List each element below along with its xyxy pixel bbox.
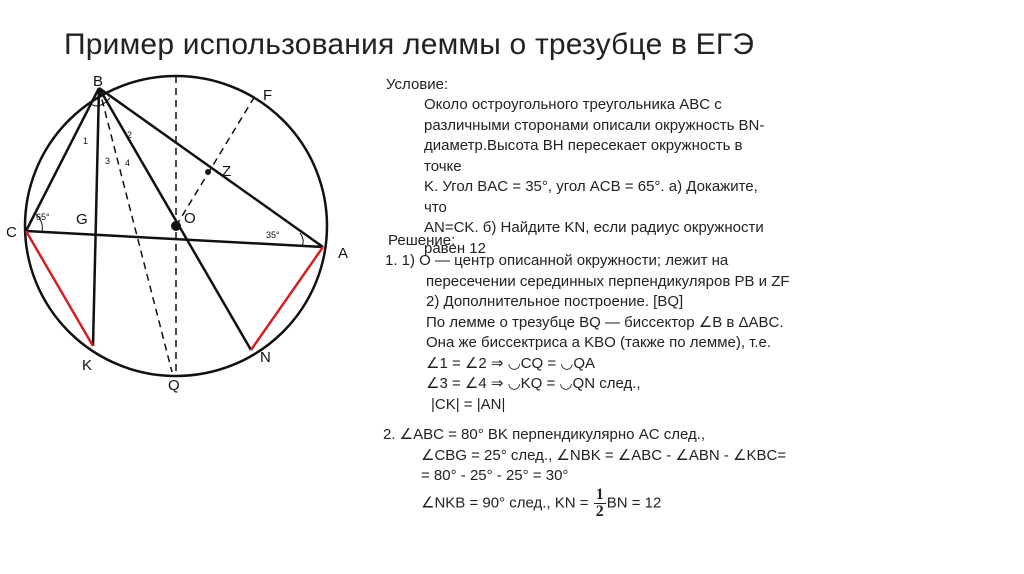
label-O: O bbox=[184, 210, 196, 227]
side-BC bbox=[26, 88, 99, 231]
label-N: N bbox=[260, 349, 271, 366]
solution-line: 1. 1) O — центр описанной окружности; лежит на bbox=[385, 252, 729, 269]
point-Z-marker bbox=[205, 169, 211, 175]
page-title: Пример использования леммы о трезубце в ЕГЭ bbox=[64, 28, 755, 61]
condition-text bbox=[424, 95, 784, 259]
perpendicular-bisector-OF bbox=[176, 96, 255, 226]
solution-line: 2. ∠ABC = 80° BK перпендикулярно AC след., bbox=[383, 426, 706, 443]
condition-line: различными сторонами описали окружность BN- bbox=[424, 116, 765, 134]
fraction-one-half bbox=[594, 487, 606, 520]
angle-label-2: 2 bbox=[127, 130, 133, 140]
angle-label-3: 3 bbox=[105, 156, 111, 166]
side-BA bbox=[99, 88, 323, 247]
solution-line: По лемме о трезубце BQ — биссектор ∠B в ΔABC. bbox=[426, 313, 784, 331]
chord-AN bbox=[251, 247, 323, 350]
angle-label-4: 4 bbox=[125, 158, 131, 168]
geometry-figure bbox=[0, 0, 390, 420]
solution-line bbox=[383, 487, 786, 520]
solution-part-2 bbox=[383, 425, 786, 520]
chord-CK bbox=[26, 231, 93, 346]
condition-label: Условие: bbox=[386, 76, 449, 93]
altitude-BK bbox=[93, 88, 99, 346]
solution-line: пересечении серединных перпендикуляров PB и ZF bbox=[426, 272, 790, 290]
angle-arc-A bbox=[300, 233, 303, 246]
solution-text: ∠NKB = 90° след., KN = bbox=[421, 493, 593, 511]
label-F: F bbox=[263, 87, 273, 104]
fraction-numerator: 1 bbox=[595, 485, 604, 503]
label-G: G bbox=[76, 211, 88, 228]
condition-line: Около остроугольного треугольника ABC с bbox=[424, 96, 722, 113]
solution-line: ∠CBG = 25° след., ∠NBK = ∠ABC - ∠ABN - ∠KBC= bbox=[421, 446, 787, 464]
solution-line: ∠3 = ∠4 ⇒ ◡KQ = ◡QN след., bbox=[426, 375, 641, 392]
condition-line: диаметр.Высота BH пересекает окружность в точке bbox=[424, 137, 743, 175]
condition-line: K. Угол BAC = 35°, угол ACB = 65°. а) Докажите, что bbox=[424, 178, 758, 216]
label-Z: Z bbox=[222, 163, 232, 180]
label-K: K bbox=[82, 357, 93, 374]
angle-label-35: 35° bbox=[266, 230, 280, 240]
center-point-O bbox=[171, 221, 181, 231]
solution-line: |CK| = |AN| bbox=[431, 395, 506, 413]
condition-line: равен 12 bbox=[424, 239, 486, 257]
condition-line: AN=CK. б) Найдите KN, если радиус окружности bbox=[424, 219, 764, 236]
fraction-denominator: 2 bbox=[595, 502, 604, 520]
solution-line: 2) Дополнительное построение. [BQ] bbox=[426, 293, 684, 310]
solution-part-1 bbox=[385, 251, 790, 415]
angle-label-65: 65° bbox=[36, 212, 50, 222]
solution-line: Она же биссектриса а KBO (также по лемме), т.е. bbox=[426, 334, 772, 351]
solution-line: ∠1 = ∠2 ⇒ ◡CQ = ◡QA bbox=[426, 354, 596, 372]
label-C: C bbox=[6, 224, 17, 241]
solution-line: = 80° - 25° - 25° = 30° bbox=[421, 467, 569, 484]
solution-label: Решение: bbox=[388, 232, 456, 249]
diameter-BN bbox=[99, 88, 251, 350]
angle-label-1: 1 bbox=[83, 136, 89, 146]
solution-text: BN = 12 bbox=[606, 493, 662, 511]
label-B: B bbox=[93, 73, 104, 90]
label-A: A bbox=[338, 245, 349, 262]
label-Q: Q bbox=[168, 377, 180, 394]
